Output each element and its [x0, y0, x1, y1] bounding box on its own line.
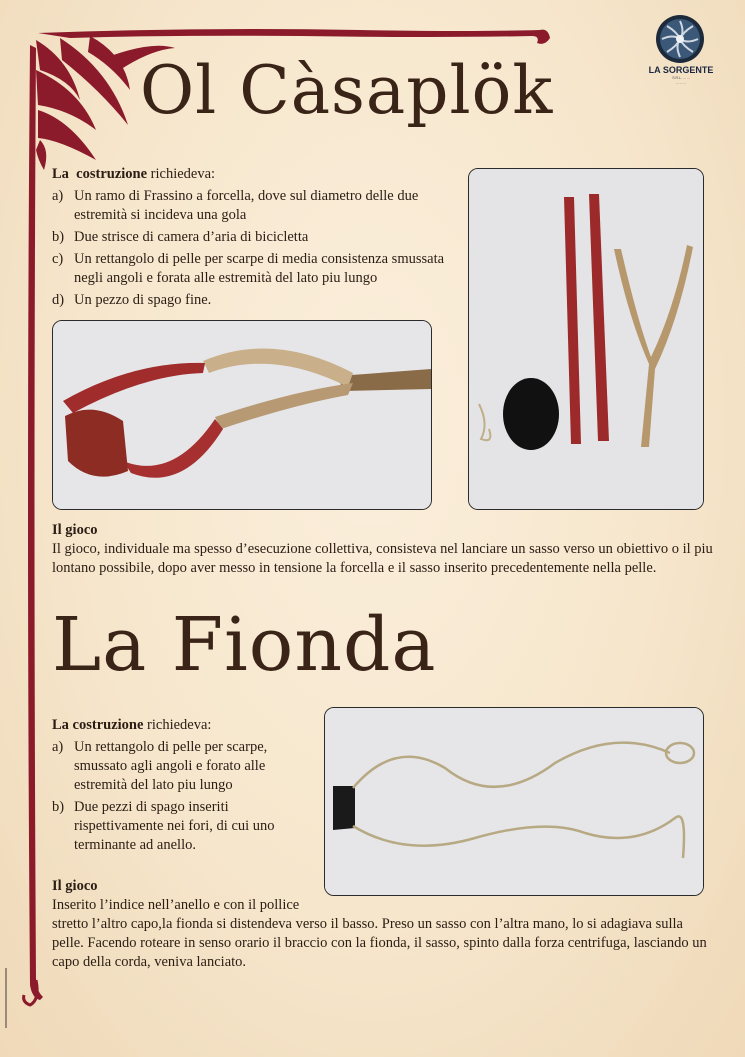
list-item-marker: a) [52, 188, 64, 204]
logo-icon [655, 14, 705, 64]
list-item-text: Due pezzi di spago inseriti rispettivamente nei fori, di cui uno terminante ad anello. [74, 799, 275, 853]
logo [640, 14, 722, 86]
section2-game-text: stretto l’altro capo,la fionda si distendeva verso il basso. Preso un sasso con l’altra mano, lo si adagiava sulla pelle. Facendo roteare in senso orario il braccio con la fionda, il sasso, spinto dalla forza centrifuga, lasciando un capo della corda, veniva lanciato. [52, 916, 707, 970]
logo-subline-2: ... ... ... [675, 81, 687, 85]
photo-slingshot-assembled [52, 320, 432, 510]
list-item [52, 250, 462, 288]
section2-intro-bold: La costruzione [52, 717, 144, 733]
logo-subline-1: S.R.L. ... ... [672, 76, 690, 80]
section2-game-heading: Il gioco [52, 878, 98, 894]
list-item-marker: d) [52, 292, 65, 308]
list-item-text: Due strisce di camera d’aria di bicicletta [74, 229, 309, 245]
list-item-marker: b) [52, 799, 65, 815]
section2-intro [52, 716, 302, 735]
section1-game-heading: Il gioco [52, 522, 98, 538]
list-item [52, 291, 462, 310]
section1-game-text: Il gioco, individuale ma spesso d’esecuzione collettiva, consisteva nel lanciare un sasso verso un obiettivo o il piu lontano possibile, dopo aver messo in tensione la forcella e il sasso inserito precedentemente nella pelle. [52, 541, 713, 576]
list-item-marker: c) [52, 251, 64, 267]
list-item-text: Un rettangolo di pelle per scarpe, smussato agli angoli e forato alle estremità del lato piu lungo [74, 739, 268, 793]
list-item-text: Un rettangolo di pelle per scarpe di media consistenza smussata negli angoli e forata alle estremità del lato piu lungo [74, 251, 445, 286]
photo-sling [324, 707, 704, 896]
logo-name: LA SORGENTE [648, 65, 714, 75]
list-item-text: Un pezzo di spago fine. [74, 292, 212, 308]
list-item [52, 738, 302, 795]
list-item [52, 187, 462, 225]
list-item [52, 228, 462, 247]
section1-intro-bold: La costruzione [52, 166, 148, 182]
section1-intro-rest: richiedeva: [147, 166, 216, 182]
section2-game-text-line1: Inserito l’indice nell’anello e con il pollice [52, 897, 300, 913]
list-item-text: Un ramo di Frassino a forcella, dove sul diametro delle due estremità si incideva una gola [74, 188, 419, 223]
photo-slingshot-components [468, 168, 704, 510]
section1-construction [52, 165, 462, 313]
list-item [52, 798, 302, 855]
section1-intro [52, 165, 462, 184]
section2-title: La Fionda [52, 602, 437, 688]
section1-game [52, 521, 717, 578]
section1-list [52, 187, 462, 310]
section1-title: Ol Càsaplök [140, 52, 554, 129]
list-item-marker: b) [52, 229, 65, 245]
list-item-marker: a) [52, 739, 64, 755]
section2-intro-rest: richiedeva: [143, 717, 212, 733]
section2-list [52, 738, 302, 855]
section2-construction [52, 716, 302, 858]
